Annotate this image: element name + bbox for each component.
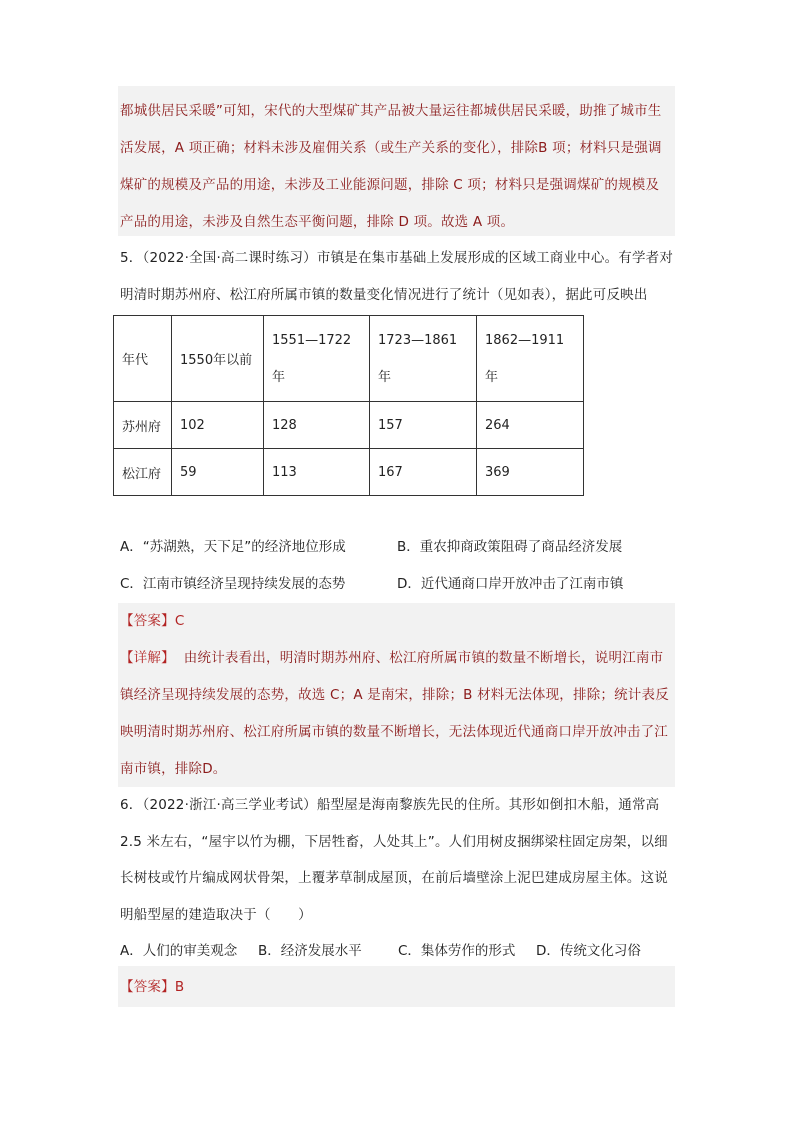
explanation-line: 活发展，A 项正确；材料未涉及雇佣关系（或生产关系的变化），排除B 项；材料只是强调 [120,140,662,156]
detail-label: 【详解】 [120,650,175,666]
q5-option-a: A．“苏湖熟，天下足”的经济地位形成 [120,539,346,555]
table-header-cell: 1723—1861 年 [370,316,477,402]
q5-option-c: C．江南市镇经济呈现持续发展的态势 [120,576,346,592]
answer-label: 【答案】 [120,979,175,995]
explanation-line: 煤矿的规模及产品的用途，未涉及工业能源问题，排除 C 项；材料只是强调煤矿的规模及 [120,177,660,193]
q5-option-b: B．重农抑商政策阻碍了商品经济发展 [397,539,623,555]
table-cell: 264 [477,402,584,449]
table-cell: 102 [172,402,264,449]
explanation-line: 都城供居民采暖”可知，宋代的大型煤矿其产品被大量运往都城供居民采暖，助推了城市生 [120,103,662,119]
q6-answer-block-shade [118,966,675,1007]
q6-option-d: D．传统文化习俗 [536,943,641,959]
table-cell: 59 [172,449,264,496]
table-header-row [114,316,584,402]
q6-stem-line: 2.5 米左右，“屋宇以竹为棚，下居牲畜，人处其上”。人们用树皮捆绑梁柱固定房架，以细 [120,834,668,850]
explanation-line: 产品的用途，未涉及自然生态平衡问题，排除 D 项。故选 A 项。 [120,214,515,230]
detail-text: 由统计表看出，明清时期苏州府、松江府所属市镇的数量不断增长，说明江南市 [183,650,664,666]
q6-stem-line: 长树枝或竹片编成网状骨架，上覆茅草制成屋顶，在前后墙壁涂上泥巴建成房屋主体。这说 [120,870,668,886]
q5-stem-line: 明清时期苏州府、松江府所属市镇的数量变化情况进行了统计（见如表），据此可反映出 [120,287,648,303]
answer-value: B [174,979,185,995]
q5-detail-line [120,646,663,666]
town-count-table [113,315,584,496]
q5-answer [120,609,184,629]
table-cell: 369 [477,449,584,496]
table-cell: 113 [264,449,370,496]
q5-detail-line: 南市镇，排除D。 [120,761,227,777]
table-header-cell: 1862—1911 年 [477,316,584,402]
table-row [114,449,584,496]
q6-option-a: A．人们的审美观念 [120,943,238,959]
q6-stem-line: 明船型屋的建造取决于（ ） [120,907,312,923]
q6-stem-line: 6．（2022·浙江·高三学业考试）船型屋是海南黎族先民的住所。其形如倒扣木船，通常高 [120,797,660,813]
q5-detail-line: 镇经济呈现持续发展的态势，故选 C；A 是南宋，排除；B 材料无法体现，排除；统计表反 [120,687,669,703]
table-row [114,402,584,449]
table-header-cell: 1550年以前 [172,316,264,402]
q5-option-d: D．近代通商口岸开放冲击了江南市镇 [397,576,624,592]
table-cell: 128 [264,402,370,449]
table-cell: 苏州府 [114,402,172,449]
table-header-cell: 年代 [114,316,172,402]
answer-label: 【答案】 [120,613,175,629]
q5-detail-line: 映明清时期苏州府、松江府所属市镇的数量不断增长，无法体现近代通商口岸开放冲击了江 [120,724,668,740]
q6-option-b: B．经济发展水平 [258,943,362,959]
table-cell: 157 [370,402,477,449]
table-header-cell: 1551—1722 年 [264,316,370,402]
q6-option-c: C．集体劳作的形式 [398,943,516,959]
table-cell: 167 [370,449,477,496]
answer-value: C [174,613,185,629]
q6-answer [120,975,184,995]
q5-stem-line: 5．（2022·全国·高二课时练习）市镇是在集市基础上发展形成的区域工商业中心。有学者对 [120,250,674,266]
table-cell: 松江府 [114,449,172,496]
